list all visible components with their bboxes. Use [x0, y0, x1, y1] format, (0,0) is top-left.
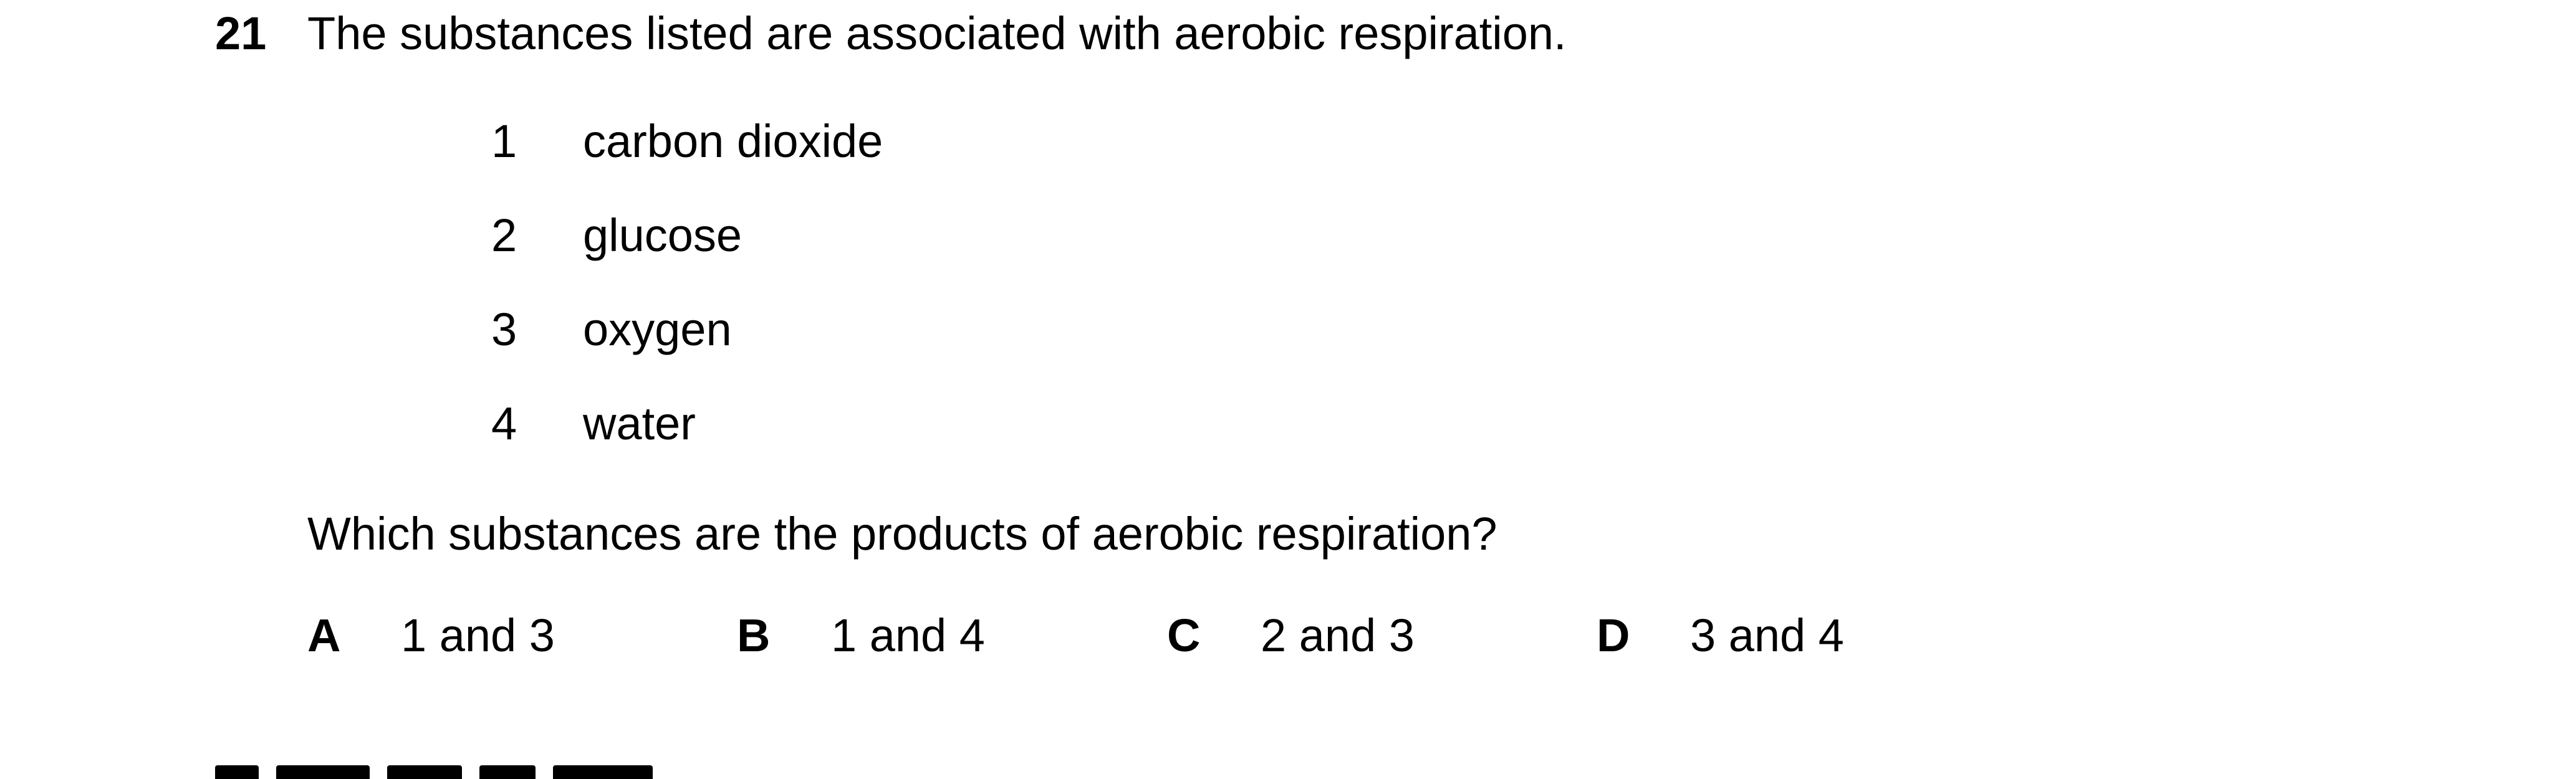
option-letter: B — [737, 609, 771, 661]
question-prompt: Which substances are the products of aerobic respiration? — [307, 508, 1497, 560]
option-text: 3 and 4 — [1690, 609, 1844, 661]
list-item-text: water — [583, 398, 696, 449]
list-item-text: glucose — [583, 209, 743, 261]
list-item-text: oxygen — [583, 303, 732, 355]
list-item-number: 4 — [491, 398, 517, 449]
question-number: 21 — [215, 7, 267, 59]
list-item-text: carbon dioxide — [583, 115, 883, 167]
list-item-number: 1 — [491, 115, 517, 167]
question-stem: The substances listed are associated with aerobic respiration. — [307, 7, 1567, 59]
list-item-number: 3 — [491, 303, 517, 355]
next-question-cutoff — [215, 765, 733, 779]
option-letter: A — [307, 609, 341, 661]
option-text: 1 and 3 — [401, 609, 555, 661]
option-text: 1 and 4 — [831, 609, 985, 661]
option-letter: C — [1167, 609, 1201, 661]
option-text: 2 and 3 — [1261, 609, 1415, 661]
list-item-number: 2 — [491, 209, 517, 261]
option-letter: D — [1597, 609, 1630, 661]
